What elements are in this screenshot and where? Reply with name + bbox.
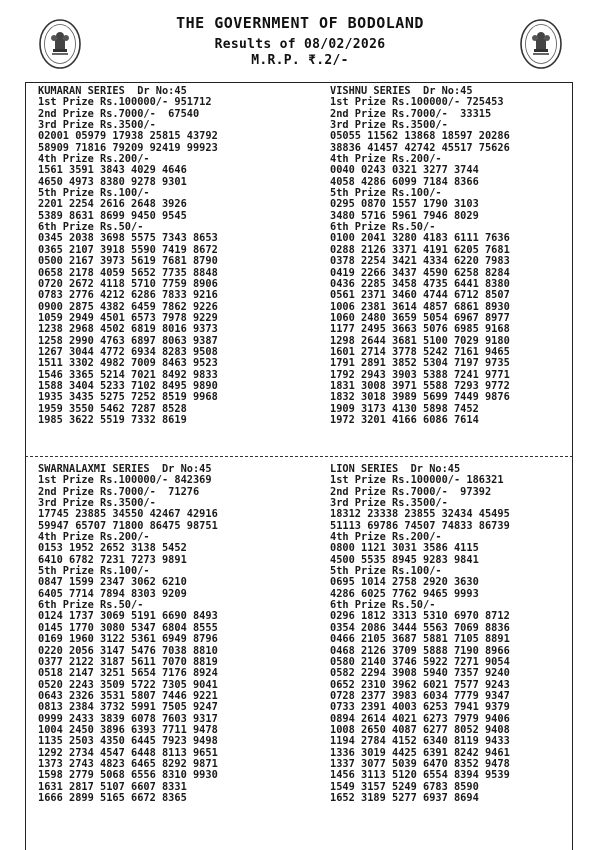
- sixth-prize-numbers: 1549 3157 5249 6783 8590: [330, 780, 479, 793]
- sixth-prize-numbers: 1267 3044 4772 6934 8283 9508: [38, 345, 218, 358]
- second-prize: 2nd Prize Rs.7000/- 67540: [38, 107, 200, 120]
- fourth-prize-numbers: 1561 3591 3843 4029 4646: [38, 164, 187, 177]
- series-block-lion: [330, 464, 560, 804]
- sixth-prize-numbers: 0652 2310 3962 6021 7577 9243: [330, 678, 510, 691]
- sixth-prize-numbers: 1598 2779 5068 6556 8310 9930: [38, 769, 218, 782]
- first-prize: 1st Prize Rs.100000/- 951712: [38, 96, 212, 109]
- sixth-prize-numbers: 1008 2650 4087 6277 8052 9408: [330, 723, 510, 736]
- third-prize-numbers: 58909 71816 79209 92419 99923: [38, 141, 218, 154]
- sixth-prize-numbers: 0124 1737 3069 5191 6690 8493: [38, 610, 218, 623]
- fifth-prize-numbers: 4286 6025 7762 9465 9993: [330, 587, 479, 600]
- sixth-prize-numbers: 0720 2672 4118 5710 7759 8906: [38, 277, 218, 290]
- sixth-prize-numbers: 0345 2038 3698 5575 7343 8653: [38, 232, 218, 245]
- sixth-prize-numbers: 1177 2495 3663 5076 6985 9168: [330, 323, 510, 336]
- fifth-prize-numbers: 0847 1599 2347 3062 6210: [38, 576, 187, 589]
- sixth-prize-numbers: 1456 3113 5120 6554 8394 9539: [330, 769, 510, 782]
- sixth-prize-numbers: 1337 3077 5039 6470 8352 9478: [330, 757, 510, 770]
- series-block-kumaran: [38, 86, 268, 426]
- fourth-prize-label: 4th Prize Rs.200/-: [330, 153, 442, 166]
- fourth-prize-numbers: 0800 1121 3031 3586 4115: [330, 542, 479, 555]
- second-prize: 2nd Prize Rs.7000/- 33315: [330, 107, 492, 120]
- fourth-prize-numbers: 0040 0243 0321 3277 3744: [330, 164, 479, 177]
- sixth-prize-numbers: 1972 3201 4166 6086 7614: [330, 413, 479, 426]
- sixth-prize-numbers: 1631 2817 5107 6607 8331: [38, 780, 187, 793]
- sixth-prize-numbers: 0220 2056 3147 5476 7038 8810: [38, 644, 218, 657]
- series-block-swarnalaxmi: [38, 464, 268, 804]
- sixth-prize-numbers: 0582 2294 3908 5940 7357 9240: [330, 667, 510, 680]
- fifth-prize-label: 5th Prize Rs.100/-: [38, 187, 150, 200]
- sixth-prize-numbers: 1935 3435 5275 7252 8519 9968: [38, 391, 218, 404]
- series-title: LION SERIES Dr No:45: [330, 463, 461, 475]
- sixth-prize-numbers: 0169 1960 3122 5361 6949 8796: [38, 633, 218, 646]
- sixth-prize-numbers: 0999 2433 3839 6078 7603 9317: [38, 712, 218, 725]
- fifth-prize-numbers: 0295 0870 1557 1790 3103: [330, 198, 479, 211]
- fifth-prize-numbers: 0695 1014 2758 2920 3630: [330, 576, 479, 589]
- fifth-prize-label: 5th Prize Rs.100/-: [330, 187, 442, 200]
- sixth-prize-numbers: 1985 3622 5519 7332 8619: [38, 413, 187, 426]
- sixth-prize-numbers: 1791 2891 3852 5304 7197 9735: [330, 357, 510, 370]
- series-title: KUMARAN SERIES Dr No:45: [38, 85, 187, 97]
- first-prize: 1st Prize Rs.100000/- 725453: [330, 96, 504, 109]
- sixth-prize-label: 6th Prize Rs.50/-: [330, 599, 436, 612]
- sixth-prize-numbers: 1546 3365 5214 7021 8492 9833: [38, 368, 218, 381]
- series-title: VISHNU SERIES Dr No:45: [330, 85, 473, 97]
- sixth-prize-numbers: 1909 3173 4130 5898 7452: [330, 402, 479, 415]
- sixth-prize-numbers: 0288 2126 3371 4191 6205 7681: [330, 243, 510, 256]
- sixth-prize-numbers: 0520 2243 3509 5722 7305 9041: [38, 678, 218, 691]
- sixth-prize-numbers: 1959 3550 5462 7287 8528: [38, 402, 187, 415]
- sixth-prize-numbers: 1652 3189 5277 6937 8694: [330, 791, 479, 804]
- sixth-prize-numbers: 1292 2734 4547 6448 8113 9651: [38, 746, 218, 759]
- third-prize-numbers: 59947 65707 71800 86475 98751: [38, 519, 218, 532]
- series-block-vishnu: [330, 86, 560, 426]
- sixth-prize-numbers: 0377 2122 3187 5611 7070 8819: [38, 655, 218, 668]
- sixth-prize-numbers: 0468 2126 3709 5888 7190 8966: [330, 644, 510, 657]
- sixth-prize-numbers: 0728 2377 3983 6034 7779 9347: [330, 689, 510, 702]
- sixth-prize-numbers: 1238 2968 4502 6819 8016 9373: [38, 323, 218, 336]
- sixth-prize-numbers: 0145 1770 3080 5347 6804 8555: [38, 621, 218, 634]
- fifth-prize-label: 5th Prize Rs.100/-: [38, 565, 150, 578]
- sixth-prize-numbers: 0900 2875 4382 6459 7862 9226: [38, 300, 218, 313]
- fifth-prize-numbers: 3480 5716 5961 7946 8029: [330, 209, 479, 222]
- third-prize-label: 3rd Prize Rs.3500/-: [38, 119, 156, 132]
- sixth-prize-numbers: 1792 2943 3903 5388 7241 9771: [330, 368, 510, 381]
- sixth-prize-numbers: 0894 2614 4021 6273 7979 9406: [330, 712, 510, 725]
- third-prize-numbers: 51113 69786 74507 74833 86739: [330, 519, 510, 532]
- third-prize-numbers: 18312 23338 23855 32434 45495: [330, 508, 510, 521]
- sixth-prize-numbers: 1135 2503 4350 6445 7923 9498: [38, 735, 218, 748]
- fifth-prize-numbers: 2201 2254 2616 2648 3926: [38, 198, 187, 211]
- sixth-prize-numbers: 1006 2381 3614 4857 6861 8930: [330, 300, 510, 313]
- sixth-prize-numbers: 0783 2776 4212 6286 7833 9216: [38, 289, 218, 302]
- fourth-prize-numbers: 0153 1952 2652 3138 5452: [38, 542, 187, 555]
- sixth-prize-numbers: 0561 2371 3460 4744 6712 8507: [330, 289, 510, 302]
- third-prize-label: 3rd Prize Rs.3500/-: [330, 497, 448, 510]
- sixth-prize-numbers: 0365 2107 3918 5590 7419 8672: [38, 243, 218, 256]
- fifth-prize-label: 5th Prize Rs.100/-: [330, 565, 442, 578]
- sixth-prize-numbers: 1336 3019 4425 6391 8242 9461: [330, 746, 510, 759]
- first-prize: 1st Prize Rs.100000/- 186321: [330, 474, 504, 487]
- third-prize-numbers: 17745 23885 34550 42467 42916: [38, 508, 218, 521]
- sixth-prize-numbers: 0354 2086 3444 5563 7069 8836: [330, 621, 510, 634]
- third-prize-label: 3rd Prize Rs.3500/-: [38, 497, 156, 510]
- sixth-prize-numbers: 0643 2326 3531 5807 7446 9221: [38, 689, 218, 702]
- page-title: THE GOVERNMENT OF BODOLAND: [176, 14, 424, 32]
- third-prize-numbers: 38836 41457 42742 45517 75626: [330, 141, 510, 154]
- sixth-prize-numbers: 1373 2743 4823 6465 8292 9871: [38, 757, 218, 770]
- sixth-prize-numbers: 1258 2990 4763 6897 8063 9387: [38, 334, 218, 347]
- sixth-prize-numbers: 0658 2178 4059 5652 7735 8848: [38, 266, 218, 279]
- sixth-prize-numbers: 1666 2899 5165 6672 8365: [38, 791, 187, 804]
- first-prize: 1st Prize Rs.100000/- 842369: [38, 474, 212, 487]
- sixth-prize-numbers: 0296 1812 3313 5310 6970 8712: [330, 610, 510, 623]
- sixth-prize-label: 6th Prize Rs.50/-: [330, 221, 436, 234]
- sixth-prize-label: 6th Prize Rs.50/-: [38, 599, 144, 612]
- results-date: Results of 08/02/2026: [214, 37, 386, 52]
- sixth-prize-numbers: 1511 3302 4982 7009 8463 9523: [38, 357, 218, 370]
- sixth-prize-numbers: 1059 2949 4501 6573 7978 9229: [38, 311, 218, 324]
- fifth-prize-numbers: 6405 7714 7894 8303 9209: [38, 587, 187, 600]
- fifth-prize-numbers: 5389 8631 8699 9450 9545: [38, 209, 187, 222]
- sixth-prize-numbers: 0436 2285 3458 4735 6441 8380: [330, 277, 510, 290]
- sixth-prize-numbers: 1298 2644 3681 5100 7029 9180: [330, 334, 510, 347]
- fourth-prize-numbers: 6410 6782 7231 7273 9891: [38, 553, 187, 566]
- sixth-prize-numbers: 0100 2041 3280 4183 6111 7636: [330, 232, 510, 245]
- series-title: SWARNALAXMI SERIES Dr No:45: [38, 463, 212, 475]
- sixth-prize-label: 6th Prize Rs.50/-: [38, 221, 144, 234]
- sixth-prize-numbers: 1004 2450 3896 6393 7711 9478: [38, 723, 218, 736]
- second-prize: 2nd Prize Rs.7000/- 97392: [330, 485, 492, 498]
- sixth-prize-numbers: 1060 2480 3659 5054 6967 8977: [330, 311, 510, 324]
- section-divider: [25, 456, 573, 457]
- third-prize-numbers: 05055 11562 13868 18597 20286: [330, 130, 510, 143]
- sixth-prize-numbers: 0419 2266 3437 4590 6258 8284: [330, 266, 510, 279]
- fourth-prize-numbers: 4650 4973 8380 9278 9301: [38, 175, 187, 188]
- sixth-prize-numbers: 0500 2167 3973 5619 7681 8790: [38, 255, 218, 268]
- second-prize: 2nd Prize Rs.7000/- 71276: [38, 485, 200, 498]
- sixth-prize-numbers: 1601 2714 3778 5242 7161 9465: [330, 345, 510, 358]
- sixth-prize-numbers: 0518 2147 3251 5654 7176 8924: [38, 667, 218, 680]
- fourth-prize-label: 4th Prize Rs.200/-: [330, 531, 442, 544]
- sixth-prize-numbers: 1831 3008 3971 5588 7293 9772: [330, 379, 510, 392]
- sixth-prize-numbers: 0733 2391 4003 6253 7941 9379: [330, 701, 510, 714]
- sixth-prize-numbers: 0466 2105 3687 5881 7105 8891: [330, 633, 510, 646]
- sixth-prize-numbers: 1832 3018 3989 5699 7449 9876: [330, 391, 510, 404]
- fourth-prize-numbers: 4500 5535 8945 9283 9841: [330, 553, 479, 566]
- sixth-prize-numbers: 1194 2784 4152 6340 8119 9433: [330, 735, 510, 748]
- fourth-prize-label: 4th Prize Rs.200/-: [38, 531, 150, 544]
- sixth-prize-numbers: 1588 3404 5233 7102 8495 9890: [38, 379, 218, 392]
- results-header: [0, 0, 600, 82]
- sixth-prize-numbers: 0813 2384 3732 5991 7505 9247: [38, 701, 218, 714]
- fourth-prize-numbers: 4058 4286 6099 7184 8366: [330, 175, 479, 188]
- fourth-prize-label: 4th Prize Rs.200/-: [38, 153, 150, 166]
- sixth-prize-numbers: 0580 2140 3746 5922 7271 9054: [330, 655, 510, 668]
- third-prize-numbers: 02001 05979 17938 25815 43792: [38, 130, 218, 143]
- mrp-price: M.R.P. ₹.2/-: [251, 53, 349, 68]
- third-prize-label: 3rd Prize Rs.3500/-: [330, 119, 448, 132]
- sixth-prize-numbers: 0378 2254 3421 4334 6220 7983: [330, 255, 510, 268]
